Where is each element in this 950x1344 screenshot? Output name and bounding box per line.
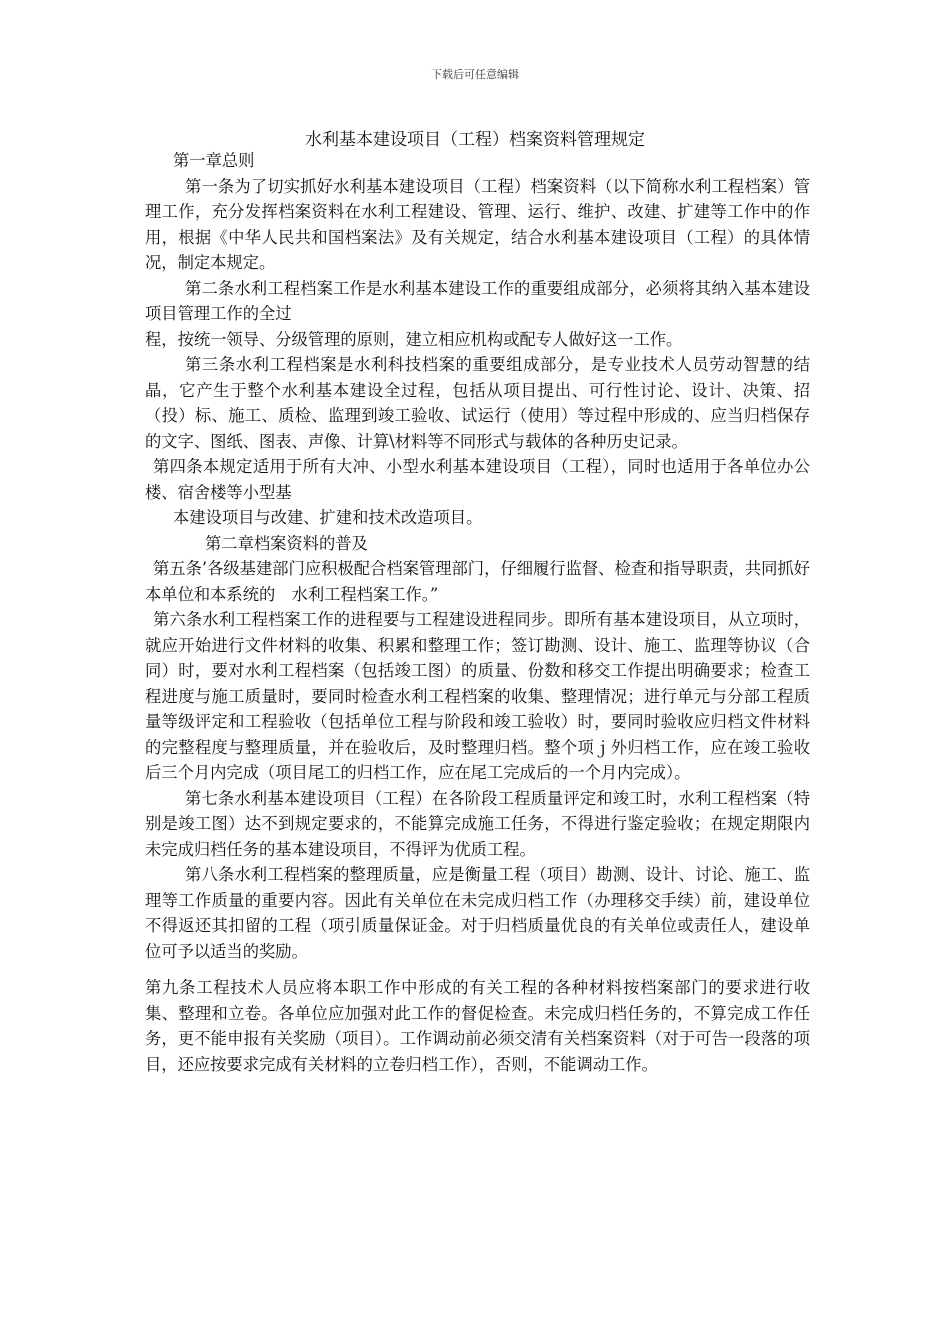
header-note: 下载后可任意编辑 — [431, 68, 519, 81]
article-3: 第三条水利工程档案是水利科技档案的重要组成部分，是专业技术人员劳动智慧的结晶，它产生于整个水利基本建设全过程，包括从项目提出、可行性讨论、设计、决策、招（投）标、施工、质检、监理到竣工验收、试运行（使用）等过程中形成的、应当归档保存的文字、图纸、图表、声像、计算\材料等不同形式与载体的各种历史记录。 — [145, 355, 810, 451]
paragraph-gap — [145, 964, 810, 975]
article-2-part-b: 程，按统一领导、分级管理的原则，建立相应机构或配专人做好这一工作。 — [145, 329, 683, 349]
article-7: 第七条水利基本建设项目（工程）在各阶段工程质量评定和竣工时，水利工程档案（特别是竣工图）达不到规定要求的，不能算完成施工任务，不得进行鉴定验收；在规定期限内未完成归档任务的基本建设项目，不得评为优质工程。 — [145, 788, 810, 859]
article-9: 第九条工程技术人员应将本职工作中形成的有关工程的各种材料按档案部门的要求进行收集、整理和立卷。各单位应加强对此工作的督促检查。未完成归档任务的，不算完成工作任务，更不能申报有关奖励（项目）。工作调动前必须交清有关档案资料（对于可告一段落的项目，还应按要求完成有关材料的立卷归档工作），否则，不能调动工作。 — [145, 978, 810, 1074]
article-5: 第五条’各级基建部门应积极配合档案管理部门，仔细履行监督、检查和指导职责，共同抓好本单位和本系统的 水利工程档案工作。” — [145, 559, 810, 604]
chapter-heading-1: 第一章总则 — [173, 151, 255, 170]
article-1: 第一条为了切实抓好水利基本建设项目（工程）档案资料（以下简称水利工程档案）管理工作，充分发挥档案资料在水利工程建设、管理、运行、维护、改建、扩建等工作中的作用，根据《中华人民共和国档案法》及有关规定，结合水利基本建设项目（工程）的具体情况，制定本规定。 — [145, 176, 810, 272]
article-6: 第六条水利工程档案工作的进程要与工程建设进程同步。即所有基本建设项目，从立项时，就应开始进行文件材料的收集、积累和整理工作；签订勘测、设计、施工、监理等协议（合同）时，要对水利工程档案（包括竣工图）的质量、份数和移交工作提出明确要求；检查工程进度与施工质量时，要同时检查水利工程档案的收集、整理情况；进行单元与分部工程质量等级评定和工程验收（包括单位工程与阶段和竣工验收）时，要同时验收应归档文件材料的完整程度与整理质量，并在验收后，及时整理归档。整个项ｊ外归档工作，应在竣工验收后三个月内完成（项目尾工的归档工作，应在尾工完成后的一个月内完成）。 — [145, 610, 810, 782]
chapter-heading-2: 第二章档案资料的普及 — [205, 533, 368, 553]
article-8: 第八条水利工程档案的整理质量，应是衡量工程（项目）勘测、设计、讨论、施工、监理等工作质量的重要内容。因此有关单位在未完成归档工作（办理移交手续）前，建设单位不得返还其扣留的工程（项引质量保证金。对于归档质量优良的有关单位或责任人，建设单位可予以适当的奖励。 — [145, 865, 810, 961]
article-2-part-a: 第二条水利工程档案工作是水利基本建设工作的重要组成部分，必须将其纳入基本建设项目管理工作的全过 — [145, 278, 810, 323]
document-body — [145, 148, 810, 1077]
article-4-part-a: 第四条本规定适用于所有大冲、小型水利基本建设项目（工程），同时也适用于各单位办公楼、宿舍楼等小型基 — [145, 457, 810, 502]
article-4-part-b: 本建设项目与改建、扩建和技术改造项目。 — [173, 508, 483, 527]
document-title: 水利基本建设项目（工程）档案资料管理规定 — [305, 130, 645, 150]
